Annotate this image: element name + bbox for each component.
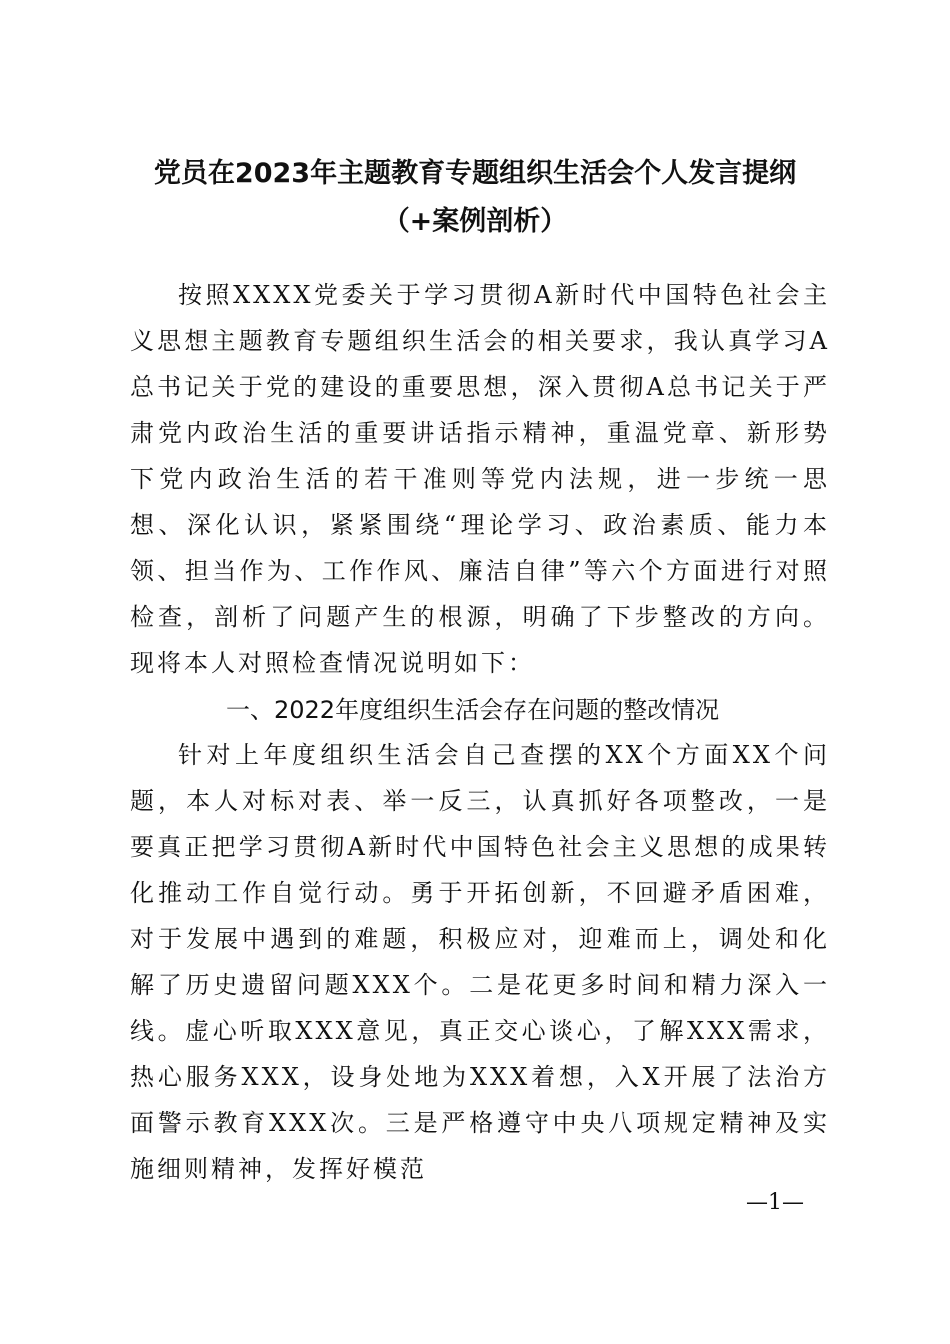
page-number: —1— [746, 1190, 804, 1215]
section-paragraph: 针对上年度组织生活会自己查摆的XX个方面XX个问题，本人对标对表、举一反三，认真抓好各项整改，一是要真正把学习贯彻A新时代中国特色社会主义思想的成果转化推动工作自觉行动。勇于开拓创新，不回避矛盾困难，对于发展中遇到的难题，积极应对，迎难而上，调处和化解了历史遗留问题XXX个。二是花更多时间和精力深入一线。虚心听取XXX意见，真正交心谈心，了解XXX需求，热心服务XXX，设身处地为XXX着想，入X开展了法治方面警示教育XXX次。三是严格遵守中央八项规定精神及实施细则精神，发挥好模范 [130, 741, 830, 1183]
document-title: 党员在2023年主题教育专题组织生活会个人发言提纲（+案例剖析） [153, 158, 797, 237]
intro-paragraph: 按照XXXX党委关于学习贯彻A新时代中国特色社会主义思想主题教育专题组织生活会的相关要求，我认真学习A总书记关于党的建设的重要思想，深入贯彻A总书记关于严肃党内政治生活的重要讲话指示精神，重温党章、新形势下党内政治生活的若干准则等党内法规，进一步统一思想、深化认识，紧紧围绕“理论学习、政治素质、能力本领、担当作为、工作作风、廉洁自律”等六个方面进行对照检查，剖析了问题产生的根源，明确了下步整改的方向。现将本人对照检查情况说明如下： [130, 281, 830, 677]
section-heading: 一、2022年度组织生活会存在问题的整改情况 [226, 696, 720, 724]
